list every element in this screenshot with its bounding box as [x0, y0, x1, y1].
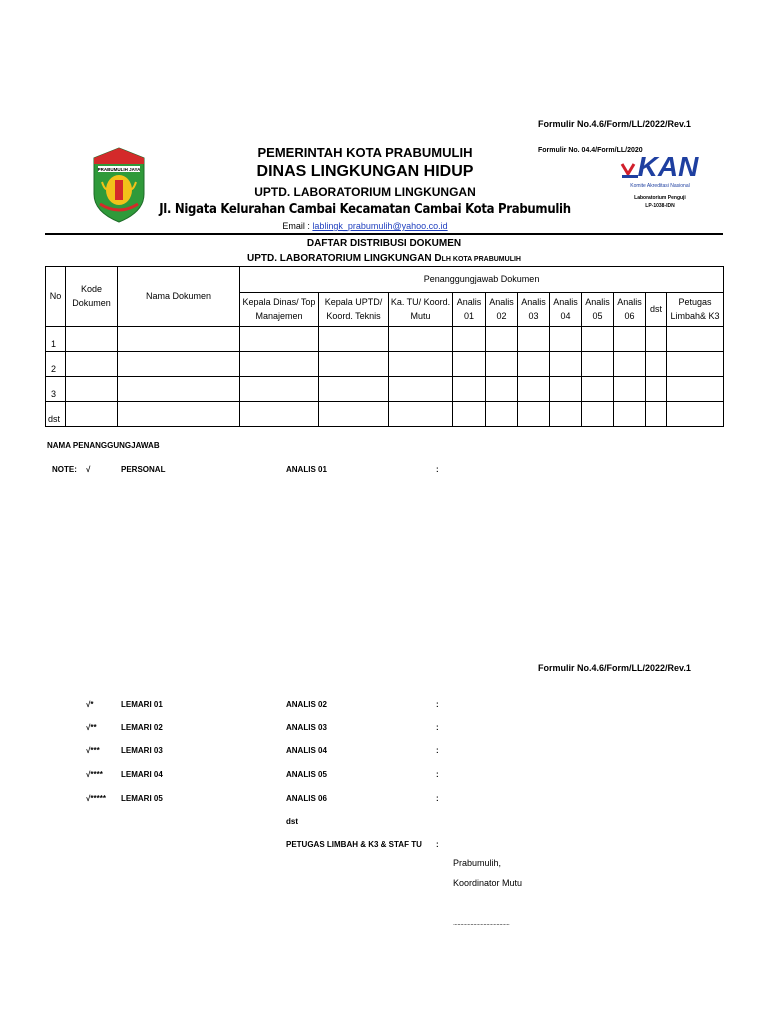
table-row	[46, 377, 724, 402]
form-number-old: Formulir No. 04.4/Form/LL/2020	[538, 147, 643, 154]
sign-place: Prabumulih,	[453, 858, 502, 868]
legend-lemari: LEMARI 01	[121, 700, 163, 709]
nama-penanggungjawab: NAMA PENANGGUNGJAWAB	[47, 441, 160, 450]
sub-header: Analis 01	[453, 293, 486, 327]
sign-role: Koordinator Mutu	[453, 878, 523, 888]
email-label: Email :	[282, 221, 313, 231]
form-number-top: Formulir No.4.6/Form/LL/2022/Rev.1	[538, 119, 691, 129]
sub-header: Petugas Limbah& K3	[667, 293, 724, 327]
analis-item: ANALIS 02	[286, 700, 327, 709]
analis-item: ANALIS 06	[286, 794, 327, 803]
legend-lemari: LEMARI 05	[121, 794, 163, 803]
table-row	[46, 402, 724, 427]
kan-brand: KAN	[637, 151, 699, 180]
legend-lemari: LEMARI 04	[121, 770, 163, 779]
colon: :	[436, 723, 439, 732]
doc-subtitle-main: UPTD. LABORATORIUM LINGKUNGAN D	[247, 253, 442, 264]
row-no: 1	[46, 327, 66, 352]
doc-subtitle-small: LH KOTA PRABUMULIH	[441, 256, 521, 263]
sub-header: Kepala UPTD/ Koord. Teknis	[319, 293, 389, 327]
email-link[interactable]: lablingk_prabumulih@yahoo.co.id	[312, 221, 448, 231]
legend-lemari: LEMARI 02	[121, 723, 163, 732]
table-row	[46, 327, 724, 352]
sub-header: Analis 04	[550, 293, 582, 327]
city-logo	[88, 146, 150, 224]
group-header: Penanggungjawab Dokumen	[240, 267, 724, 293]
signature-line: .......................................	[453, 920, 510, 927]
sub-header: Analis 05	[582, 293, 614, 327]
colon: :	[436, 770, 439, 779]
table-row	[46, 352, 724, 377]
legend-mark: √****	[86, 770, 103, 779]
kan-logo-icon	[620, 150, 700, 180]
address: Jl. Nigata Kelurahan Cambai Kecamatan Cambai Kota Prabumulih	[159, 202, 571, 217]
legend-mark: √***	[86, 746, 100, 755]
analis-item: ANALIS 03	[286, 723, 327, 732]
distribution-table	[45, 266, 724, 427]
col-kode-header: Kode Dokumen	[66, 267, 118, 327]
kan-code: LP-1038-IDN	[645, 203, 675, 209]
colon: :	[436, 794, 439, 803]
colon: :	[436, 465, 439, 474]
colon: :	[436, 700, 439, 709]
form-number-mid: Formulir No.4.6/Form/LL/2022/Rev.1	[538, 663, 691, 673]
legend-mark: √*	[86, 700, 94, 709]
analis-first: ANALIS 01	[286, 465, 327, 474]
gov-title: PEMERINTAH KOTA PRABUMULIH	[257, 145, 473, 160]
legend-mark: √**	[86, 723, 97, 732]
doc-title: DAFTAR DISTRIBUSI DOKUMEN	[306, 238, 462, 249]
row-no: 3	[46, 377, 66, 402]
kan-block	[610, 150, 710, 209]
analis-item: PETUGAS LIMBAH & K3 & STAF TU	[286, 840, 422, 849]
legend-mark: √*****	[86, 794, 106, 803]
col-no-header: No	[46, 267, 66, 327]
sub-header: dst	[646, 293, 667, 327]
analis-item: ANALIS 04	[286, 746, 327, 755]
row-no: dst	[46, 402, 66, 427]
sub-header: Ka. TU/ Koord. Mutu	[389, 293, 453, 327]
note-label: NOTE:	[52, 465, 77, 474]
check-mark: √	[86, 465, 91, 474]
sub-header: Analis 02	[486, 293, 518, 327]
row-no: 2	[46, 352, 66, 377]
office-title: DINAS LINGKUNGAN HIDUP	[256, 163, 474, 180]
analis-item: ANALIS 05	[286, 770, 327, 779]
col-nama-header: Nama Dokumen	[118, 267, 240, 327]
kan-subtitle: Komite Akreditasi Nasional	[630, 183, 690, 189]
colon: :	[436, 746, 439, 755]
analis-item: dst	[286, 817, 298, 826]
email-line	[150, 221, 580, 231]
doc-subtitle	[45, 253, 723, 264]
header-divider	[45, 233, 723, 235]
kan-lab: Laboratorium Penguji	[634, 195, 686, 201]
sub-header: Analis 03	[518, 293, 550, 327]
logo-text: PRABUMULIH JAYA	[97, 167, 141, 172]
personal-label: PERSONAL	[121, 465, 166, 474]
unit-title: UPTD. LABORATORIUM LINGKUNGAN	[254, 185, 476, 199]
sub-header: Analis 06	[614, 293, 646, 327]
colon: :	[436, 840, 439, 849]
sub-header: Kepala Dinas/ Top Manajemen	[240, 293, 319, 327]
legend-lemari: LEMARI 03	[121, 746, 163, 755]
